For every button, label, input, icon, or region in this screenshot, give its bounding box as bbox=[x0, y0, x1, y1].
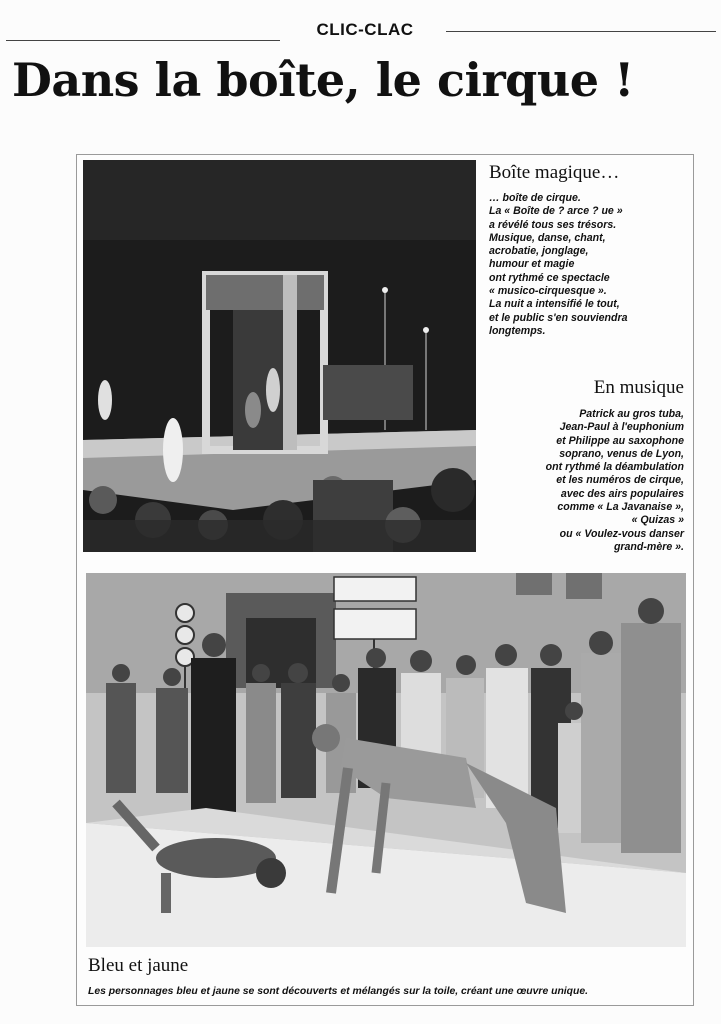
sidebar-top-line: La « Boîte de ? arce ? ue » bbox=[489, 205, 623, 218]
header-rule-right bbox=[446, 31, 716, 32]
sidebar-middle-line: et Philippe au saxophone bbox=[556, 434, 684, 447]
sidebar-top-line: Musique, danse, chant, bbox=[489, 231, 606, 244]
sidebar-top-line: ont rythmé ce spectacle bbox=[489, 271, 610, 284]
sidebar-middle-line: Patrick au gros tuba, bbox=[579, 408, 684, 420]
sidebar-middle-line: ou « Voulez-vous danser bbox=[559, 527, 684, 540]
sidebar-top-line: humour et magie bbox=[489, 258, 575, 271]
section-kicker: CLIC-CLAC bbox=[316, 20, 414, 39]
caption-title: Bleu et jaune bbox=[88, 955, 189, 976]
sidebar-middle-line: grand-mère ». bbox=[613, 540, 684, 553]
sidebar-middle-title: En musique bbox=[593, 377, 684, 398]
sidebar-middle-text bbox=[484, 408, 684, 554]
sidebar-middle-line: avec des airs populaires bbox=[560, 487, 684, 500]
page-headline: Dans la boîte, le cirque ! bbox=[12, 53, 634, 107]
sidebar-middle-line: « Quizas » bbox=[631, 514, 684, 527]
sidebar-middle-line: comme « La Javanaise », bbox=[557, 501, 684, 514]
sidebar-top-line: acrobatie, jonglage, bbox=[489, 245, 589, 258]
sidebar-top-title: Boîte magique… bbox=[489, 162, 620, 183]
sidebar-top-line: « musico-cirquesque ». bbox=[489, 285, 607, 298]
caption-text: Les personnages bleu et jaune se sont découverts et mélangés sur la toile, créant une œuvre unique. bbox=[88, 986, 589, 997]
sidebar-top-line: La nuit a intensifié le tout, bbox=[489, 298, 620, 311]
header-rule-left bbox=[6, 40, 280, 41]
sidebar-top-line: longtemps. bbox=[489, 324, 546, 337]
street-performance-photo bbox=[86, 573, 686, 947]
sidebar-middle-line: Jean-Paul à l'euphonium bbox=[559, 421, 684, 434]
sidebar-top-text bbox=[489, 192, 684, 338]
sidebar-top-line: et le public s'en souviendra bbox=[489, 311, 628, 324]
street-performance-illustration bbox=[86, 573, 686, 947]
night-stage-photo bbox=[83, 160, 476, 552]
sidebar-middle-line: soprano, venus de Lyon, bbox=[559, 447, 684, 460]
sidebar-top-line: a révélé tous ses trésors. bbox=[489, 218, 617, 231]
sidebar-top-line: … boîte de cirque. bbox=[489, 192, 581, 204]
sidebar-middle-line: et les numéros de cirque, bbox=[556, 474, 684, 487]
night-stage-illustration bbox=[83, 160, 476, 552]
sidebar-middle-line: ont rythmé la déambulation bbox=[545, 461, 684, 474]
